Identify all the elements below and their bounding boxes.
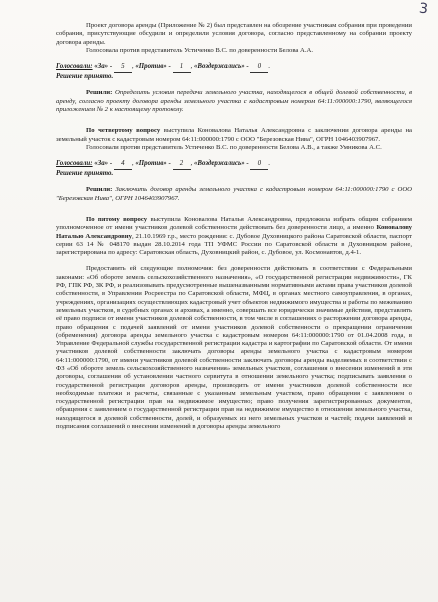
question-4-lead: По четвертому вопросу	[86, 127, 161, 135]
vote-abstain-count: 0	[250, 160, 268, 170]
vote-abstain-count: 0	[250, 63, 268, 73]
powers-paragraph: Предоставить ей следующие полномочия: без доверенности действовать в соответствии с Федеральными законами: «Об обороте земель сельскохозяйственного назначения», «О государственной регистрации недвижимости», ГК РФ, ГПК РФ, ЗК РФ, и реализовывать предусмотренные вышеназванными нормативными актами права участников долевой собственности, в Управлении Росреестра по Саратовской области, МФЦ, в органах местного самоуправления, в органах, учреждениях, организациях осуществляющих кадастровый учет объектов недвижимого имущества и работы по межеванию земельных участков, в судебных органах и архивах, а именно, совершать все юридически значимые действия, представлять её право подписи от имени участников долевой собственности, в том числе в соглашениях о расторжении договора аренды, право обращения с подачей заявлений от имени участников долевой собственности о прекращении ограничения (обременения) договора аренды земельного участка с кадастровым номером 64:11:000000:1790 от 01.04.2008 года, в Управление Федеральной службы государственной регистрации кадастра и картографии по Саратовской области. От имени участников долевой собственности заключать договоры аренды земельного участка с кадастровым номером 64:11:000000:1790, от имени участников долевой собственности заключать договоры аренды выделяемых в соответствии с ФЗ «Об обороте земель сельскохозяйственного назначения» земельных участков, соглашения о внесении изменений в эти договоры, соглашения об установлении частного сервитута в отношении земельного участка; подписывать заявления о государственной регистрации договоров аренды, производить от имени участников долевой собственности все необходимые платежи и расчеты, связанные с указанным земельным участком, право обращения с заявлением о государственной регистрации прав на недвижимое имущество; право получения зарегистрированных документов, обращения с заявлением о государственной регистрации прав на недвижимое имущество в отношении земельного участка, находящегося в долевой собственности, долей, и образуемых из него земельных участков и частей; подачи заявлений и подписания соглашений о внесении изменений в договоры аренды земельного	[56, 265, 412, 431]
page-number: 3	[418, 0, 429, 18]
question-5-lead: По пятому вопросу	[86, 215, 148, 223]
representative-name: Коновалову Наталью Александровну	[56, 224, 412, 240]
vote-against-count: 1	[173, 63, 191, 73]
question-4-paragraph: По четвертому вопросу выступила Коновалова Наталья Александровна с заключении договора аренды на земельный участок с кадастровым номером 64:11:000000:1790 с ООО "Березовская Нива", ОГРН 1046403907967.	[56, 127, 413, 143]
vote-for-count: 5	[114, 63, 132, 73]
vote-for-count: 4	[114, 160, 132, 170]
paragraph-against-1: Голосовала против представитель Устиченко В.С. по доверенности Белова А.А.	[86, 46, 314, 54]
vote-block-1: Голосовали: «За» - 5 , «Против» - 1 , «Воздержались» - 0 .	[56, 63, 412, 73]
question-5-paragraph: По пятому вопросу выступила Коновалова Наталья Александровна, предложила избрать общим собранием уполномоченное от имени участников долевой собственности действовать без доверенности лицо, а именно Коновалову Наталью Александровну, 21.10.1969 г.р., место рождения: с. Дубовое Духовницкого района Саратовской области, паспорт серии 63 14 № 048170 выдан 28.10.2014 года ТП УФМС России по Саратовской области в Духовницком районе, зарегистрирована по адресу: Саратовская область, Духовницкий район, с. Дубовое, ул. Космонавтов, д.4-1.	[56, 215, 412, 257]
decision-adopted-2: Решение принято.	[56, 169, 114, 177]
resolution-1: Решили: Определить условия передачи земельного участка, находящегося в общей долевой собственности, в аренду, согласно проекту договора аренды земельного участка с кадастровым номером 64:11:000000:1790, являющегося приложением № 2 к настоящему протоколу.	[56, 89, 413, 113]
resolution-2: Решили: Заключить договор аренды земельного участка с кадастровым номером 64:11:000000:1790 с ООО "Березовская Нива", ОГРН 1046403907967.	[56, 186, 412, 202]
vote-block-2: Голосовали: «За» - 4 , «Против» - 2 , «Воздержались» - 0 .	[56, 160, 412, 170]
paragraph-draft-contract: Проект договора аренды (Приложение № 2) был представлен на обозрение участникам собрания при проведении собрания, присутствующие обсудили и определили условия договора, согласно представленному на собрании проекту договора аренды.	[56, 22, 412, 46]
decision-adopted-1: Решение принято.	[56, 72, 114, 80]
paragraph-against-2: Голосовали против представитель Устиченко В.С. по доверенности Белова А.В., а также Умникова А.С.	[86, 143, 382, 151]
vote-against-count: 2	[173, 160, 191, 170]
